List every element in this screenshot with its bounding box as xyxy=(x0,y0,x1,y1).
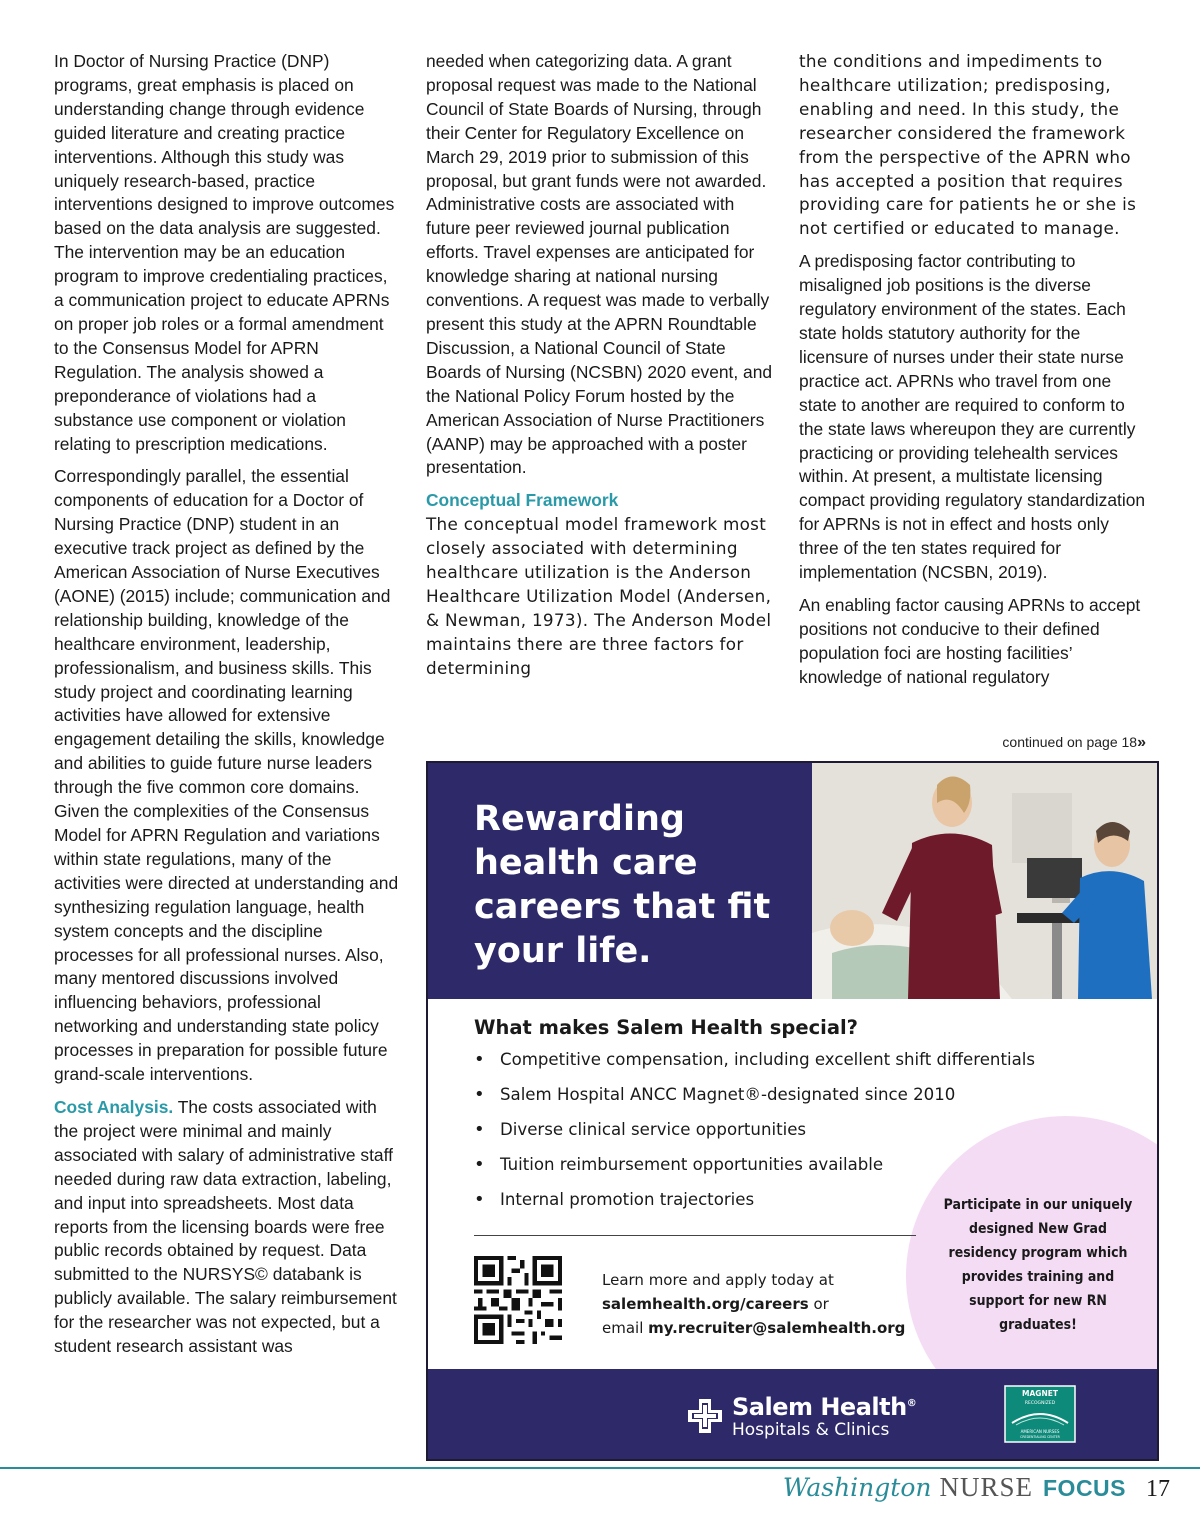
article-column-1 xyxy=(54,50,400,1368)
paragraph: In Doctor of Nursing Practice (DNP) programs, great emphasis is placed on understanding change through evidence guided literature and creating practice interventions. Although this study was uniquely research-based, practice interventions designed to improve outcomes based on the data analysis are suggested. The intervention may be an education program to improve credentialing practices, a communication project to educate APRNs on proper job roles or a formal amendment to the Consensus Model for APRN Regulation. The analysis showed a preponderance of violations had a substance use component or violation relating to prescription medications. xyxy=(54,51,395,454)
ad-subheading: What makes Salem Health special? xyxy=(474,1016,858,1039)
logo-name-line xyxy=(732,1391,916,1420)
registered-mark: ® xyxy=(906,1398,917,1409)
logo-subtitle: Hospitals & Clinics xyxy=(732,1420,890,1440)
list-item-text: Salem Hospital ANCC Magnet®-designated since 2010 xyxy=(500,1085,956,1104)
ad-contact-info xyxy=(602,1268,905,1340)
nurses-illustration xyxy=(812,763,1159,999)
magnet-subtitle: RECOGNIZED xyxy=(1024,1401,1056,1406)
salem-health-logo xyxy=(686,1391,916,1440)
article-column-3 xyxy=(799,50,1149,699)
bullet-icon: • xyxy=(474,1084,485,1105)
email-prefix: email xyxy=(602,1319,649,1337)
magnet-org-line-2: CREDENTIALING CENTER xyxy=(1020,1435,1060,1439)
list-item xyxy=(474,1050,1035,1085)
section-heading-cost-analysis: Cost Analysis. xyxy=(54,1096,174,1117)
bullet-icon: • xyxy=(474,1154,485,1175)
logo-wordmark xyxy=(732,1391,916,1440)
bullet-icon: • xyxy=(474,1119,485,1140)
chevron-right-icon: » xyxy=(1137,734,1146,751)
footer-divider xyxy=(0,1467,1200,1469)
article-column-2 xyxy=(426,50,774,690)
paragraph: needed when categorizing data. A grant proposal request was made to the National Council of State Boards of Nursing, through their Center for Regulatory Excellence on March 29, 2019 prior to submission of this proposal, but grant funds were not awarded. Administrative costs are associated with future peer reviewed journal publication efforts. Travel expenses are anticipated for knowledge sharing at national nursing conventions. A request was made to verbally present this study at the APRN Roundtable Discussion, a National Council of State Boards of Nursing (NCSBN) 2020 event, and the National Policy Forum hosted by the American Association of Nurse Practitioners (AANP) may be approached with a poster presentation. xyxy=(426,51,773,478)
page-number: 17 xyxy=(1146,1476,1170,1502)
masthead-washington: Washington xyxy=(782,1473,932,1502)
careers-link-line xyxy=(602,1292,905,1316)
nurses-photo xyxy=(812,763,1159,999)
salem-health-advertisement xyxy=(426,761,1159,1461)
continued-note xyxy=(960,734,1146,752)
masthead-nurse: NURSE xyxy=(939,1472,1033,1502)
logo-name: Salem Health xyxy=(732,1393,907,1421)
paragraph-text: The costs associated with the project were minimal and mainly associated with salary of administrative staff needed during raw data extraction, labeling, and input into spreadsheets. Most data reports from the licensing boards were free public records obtained by request. Data submitted to the NURSYS© databank is publicly available. The salary reimbursement for the researcher was not expected, but a student research assistant was xyxy=(54,1096,397,1357)
medical-cross-icon xyxy=(686,1397,724,1435)
recruiter-email-link[interactable]: my.recruiter@salemhealth.org xyxy=(648,1319,906,1337)
bullet-icon: • xyxy=(474,1189,485,1210)
continued-text: continued on page 18 xyxy=(1002,734,1138,750)
paragraph xyxy=(54,1096,400,1359)
ad-footer-band xyxy=(428,1369,1159,1461)
careers-link[interactable]: salemhealth.org/careers xyxy=(602,1295,809,1313)
page-footer xyxy=(783,1472,1170,1503)
paragraph: Correspondingly parallel, the essential components of education for a Doctor of Nursing Practice (DNP) student in an executive track project as defined by the American Association of Nurse Executives (AONE) (2015) include; communication and relationship building, knowledge of the healthcare environment, leadership, professionalism, and business skills. This study project and coordinating learning activities have allowed for extensive engagement detailing the skills, knowledge and abilities to guide future nurse leaders through the five common core domains. Given the complexities of the Consensus Model for APRN Regulation and variations within state regulations, many of the activities were directed at understanding and synthesizing regulation language, health system concepts and the discipline processes for all professional nurses. Also, many mentored discussions involved influencing behaviors, professional networking and understanding state policy processes in preparation for possible future grand-scale interventions. xyxy=(54,466,399,1085)
qr-code-icon[interactable] xyxy=(474,1256,562,1344)
paragraph: A predisposing factor contributing to misaligned job positions is the diverse regulatory environment of the states. Each state holds statutory authority for the licensure of nurses under their state nurse practice act. APRNs who travel from one state to another are required to conform to the state laws whereupon they are currently practicing or providing telehealth services within. At present, a multistate licensing compact providing regulatory standardization for APRNs is not in effect and hosts only three of the ten states required for implementation (NCSBN, 2019). xyxy=(799,251,1146,583)
bullet-icon: • xyxy=(474,1049,485,1070)
email-line xyxy=(602,1316,905,1340)
magnet-recognized-badge-icon xyxy=(1004,1385,1076,1443)
divider xyxy=(474,1235,916,1236)
magnet-title: MAGNET xyxy=(1022,1389,1058,1398)
list-item-text: Internal promotion trajectories xyxy=(500,1190,755,1209)
or-text: or xyxy=(808,1295,829,1313)
learn-more-line: Learn more and apply today at xyxy=(602,1271,834,1289)
list-item-text: Diverse clinical service opportunities xyxy=(500,1120,807,1139)
list-item-text: Tuition reimbursement opportunities available xyxy=(500,1155,884,1174)
list-item-text: Competitive compensation, including excellent shift differentials xyxy=(500,1050,1035,1069)
paragraph: An enabling factor causing APRNs to accept positions not conducive to their defined population foci are hosting facilities’ knowledge of national regulatory xyxy=(799,594,1141,687)
list-item xyxy=(474,1085,1035,1120)
paragraph: The conceptual model framework most closely associated with determining healthcare utilization is the Anderson Healthcare Utilization Model (Andersen, & Newman, 1973). The Anderson Model maintains there are three factors for determining xyxy=(426,514,772,678)
residency-callout-text: Participate in our uniquely designed New Grad residency program which provides training and support for new RN graduates! xyxy=(943,1196,1133,1333)
paragraph: the conditions and impediments to healthcare utilization; predisposing, enabling and need. In this study, the researcher considered the framework from the perspective of the APRN who has accepted a position that requires providing care for patients he or she is not certified or educated to manage. xyxy=(799,51,1137,239)
ad-headline-panel xyxy=(428,763,812,999)
magnet-org-line-1: AMERICAN NURSES xyxy=(1020,1429,1060,1434)
masthead-focus: FOCUS xyxy=(1043,1475,1126,1501)
section-heading-conceptual-framework: Conceptual Framework xyxy=(426,490,619,511)
ad-headline: Rewarding health care careers that fit your life. xyxy=(474,799,771,971)
list-item xyxy=(474,1120,1035,1155)
